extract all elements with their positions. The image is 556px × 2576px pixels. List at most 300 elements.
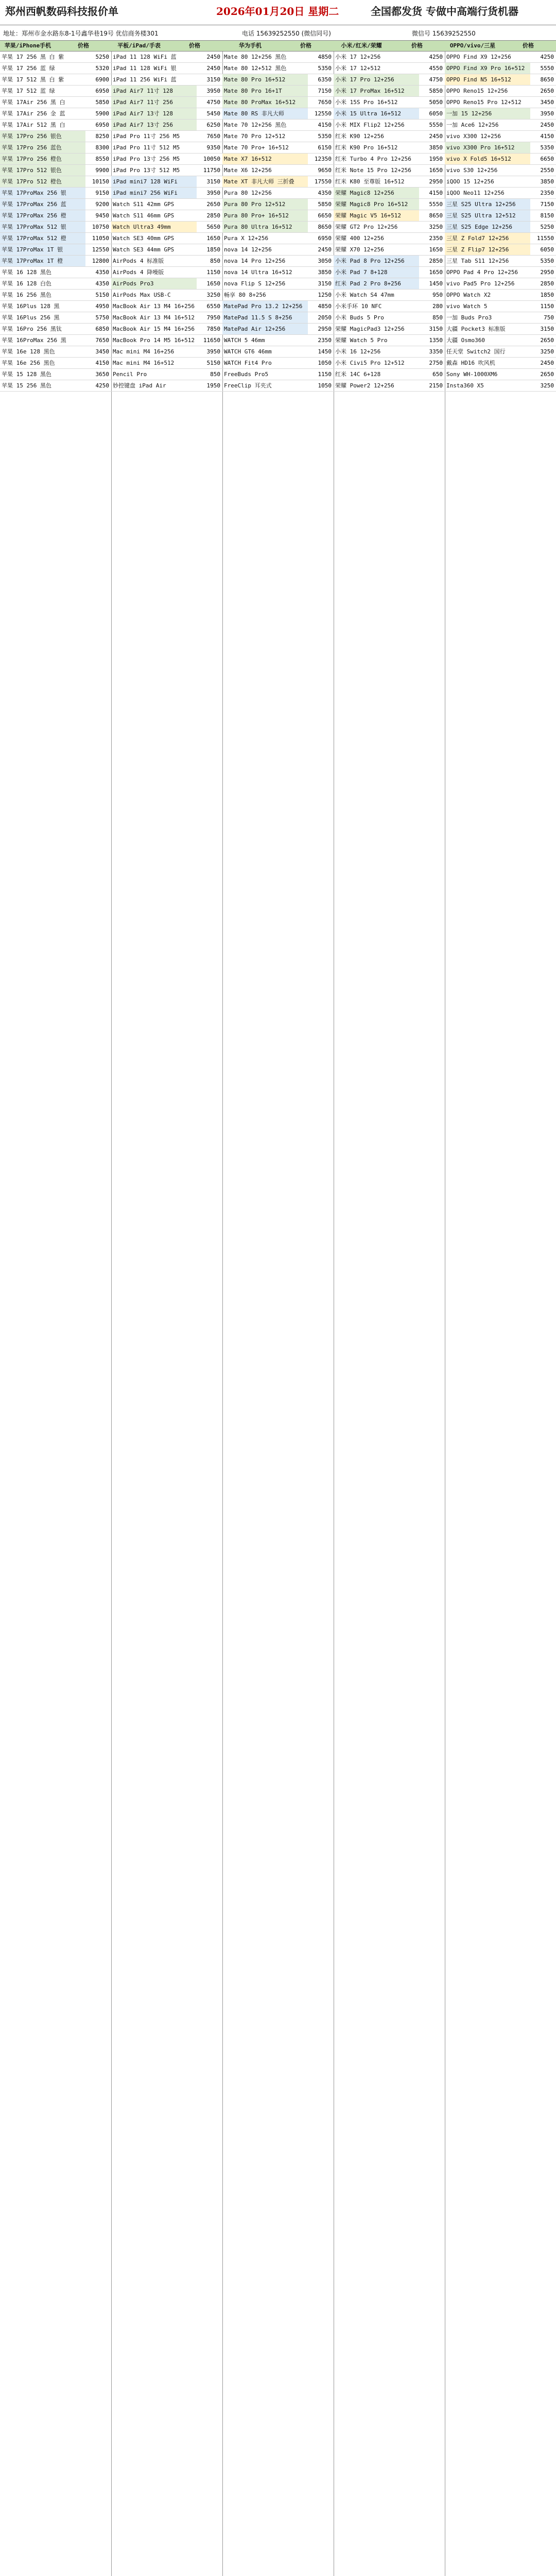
model-price: 2850: [429, 258, 443, 264]
price-row: [111, 108, 222, 120]
model-name: Pura 80 12+256: [224, 190, 272, 196]
price-row: [334, 120, 445, 131]
model-name: 一加 Buds Pro3: [446, 314, 492, 321]
model-name: 苹果 16Plus 256 黑: [2, 314, 60, 321]
model-name: 苹果 17Air 512 黑 白: [2, 122, 65, 128]
price-row: [445, 131, 556, 142]
model-name: Mate 70 Pro+ 16+512: [224, 144, 289, 151]
price-row: [334, 176, 445, 188]
model-name: vivo Watch 5: [446, 303, 488, 310]
price-row: [0, 369, 111, 380]
model-name: 荣耀 400 12+256: [335, 235, 384, 242]
price-row: [0, 380, 111, 392]
model-price: 7650: [206, 133, 220, 140]
model-price: 2150: [429, 382, 443, 389]
model-name: iPad 11 256 WiFi 蓝: [113, 76, 177, 83]
model-name: WATCH GT6 46mm: [224, 348, 272, 355]
model-name: 畅享 80 8+256: [224, 292, 266, 298]
model-price: 8150: [540, 212, 554, 219]
price-row: [222, 74, 334, 86]
model-price: 2050: [318, 314, 332, 321]
model-price: 2850: [206, 212, 220, 219]
model-price: 1650: [429, 246, 443, 253]
model-price: 3850: [540, 178, 554, 185]
price-row: [334, 74, 445, 86]
model-price: 3050: [318, 258, 332, 264]
model-price: 2350: [429, 235, 443, 242]
model-name: nova 14 Pro 12+256: [224, 258, 286, 264]
price-row: [445, 165, 556, 176]
model-price: 3250: [540, 348, 554, 355]
model-name: Mate X7 16+512: [222, 154, 308, 164]
price-row: [222, 131, 334, 142]
model-price: 6050: [429, 110, 443, 117]
model-name: 三星 S25 Edge 12+256: [445, 222, 530, 232]
model-price: 3450: [95, 348, 109, 355]
price-row: [111, 380, 222, 392]
price-row: [111, 290, 222, 301]
model-name: nova 14 12+256: [224, 246, 272, 253]
model-name: 小米 17 Pro 12+256: [334, 74, 419, 85]
model-name: MatePad Air 12+256: [222, 324, 308, 334]
price-row: [222, 222, 334, 233]
price-row: [334, 369, 445, 380]
model-name: 荣耀 X70 12+256: [335, 246, 384, 253]
model-name: 苹果 16e 128 黑色: [2, 348, 55, 355]
model-price: 3150: [429, 326, 443, 332]
price-row: [334, 199, 445, 210]
model-name: Pura 80 Ultra 16+512: [222, 222, 308, 232]
model-price: 3450: [540, 99, 554, 106]
price-row: [222, 267, 334, 278]
model-name: 红米 Turbo 4 Pro 12+256: [335, 156, 411, 162]
price-row: [0, 301, 111, 312]
model-name: vivo X300 Pro 16+512: [445, 142, 530, 153]
model-name: Watch SE3 44mm GPS: [113, 246, 175, 253]
model-price: 650: [432, 371, 443, 378]
model-price: 1650: [429, 269, 443, 276]
price-row: [334, 358, 445, 369]
model-name: OPPO Watch X2: [446, 292, 491, 298]
price-row: [445, 369, 556, 380]
model-name: 红米 K80 至尊版 16+512: [335, 178, 405, 185]
model-price: 3950: [206, 88, 220, 94]
price-row: [445, 142, 556, 154]
price-row: [445, 222, 556, 233]
model-price: 5150: [95, 292, 109, 298]
shop-wechat: 微信号 15639252550: [412, 30, 476, 37]
price-row: [111, 335, 222, 346]
price-row: [0, 256, 111, 267]
model-price: 8650: [318, 224, 332, 230]
model-name: Pura 80 Pro 12+512: [222, 199, 308, 210]
model-name: AirPods 4 标准版: [113, 258, 164, 264]
model-price: 6350: [318, 76, 332, 83]
model-price: 5750: [95, 314, 109, 321]
price-row: [222, 324, 334, 335]
model-name: 苹果 17Air 256 金 蓝: [2, 110, 65, 117]
column-header: [222, 41, 334, 52]
model-price: 6950: [318, 235, 332, 242]
model-price: 6650: [318, 212, 332, 219]
price-row: [0, 154, 111, 165]
model-name: OPPO Reno15 12+256: [446, 88, 508, 94]
price-row: [222, 176, 334, 188]
price-row: [445, 63, 556, 74]
price-row: [222, 63, 334, 74]
model-name: Mate X6 12+256: [224, 167, 272, 174]
model-name: 荣耀 Magic V5 16+512: [334, 210, 419, 221]
price-column: [445, 41, 556, 2576]
model-name: 苹果 17ProMax 256 蓝: [0, 199, 85, 210]
price-row: [111, 131, 222, 142]
price-row: [0, 199, 111, 210]
price-row: [111, 267, 222, 278]
model-price: 2950: [318, 326, 332, 332]
model-price: 10050: [203, 156, 220, 162]
model-name: 苹果 17 256 黑 白 紫: [2, 54, 64, 60]
model-price: 4350: [95, 280, 109, 287]
price-row: [334, 312, 445, 324]
model-name: 小米 Watch S4 47mm: [335, 292, 394, 298]
model-name: 苹果 16 128 黑色: [2, 269, 51, 276]
model-price: 8650: [540, 76, 554, 83]
price-row: [111, 199, 222, 210]
price-row: [111, 278, 222, 290]
model-name: 任天堂 Switch2 国行: [446, 348, 506, 355]
model-name: 妙控键盘 iPad Air: [113, 382, 166, 389]
model-name: 小米 15S Pro 16+512: [335, 99, 398, 106]
price-row: [334, 97, 445, 108]
price-row: [334, 301, 445, 312]
model-price: 9200: [95, 201, 109, 208]
sheet-title: 郑州西帆数码科技报价单: [5, 5, 118, 18]
price-row: [334, 380, 445, 392]
price-row: [111, 165, 222, 176]
model-name: AirPods 4 降噪版: [113, 269, 164, 276]
model-name: 苹果 17Pro 256 银色: [0, 131, 85, 142]
model-price: 2850: [540, 280, 554, 287]
model-price: 7150: [540, 201, 554, 208]
model-price: 17550: [314, 178, 332, 185]
price-row: [0, 312, 111, 324]
price-row: [222, 380, 334, 392]
model-price: 6900: [95, 76, 109, 83]
model-price: 2450: [318, 246, 332, 253]
model-price: 9350: [206, 144, 220, 151]
model-price: 4350: [95, 269, 109, 276]
model-name: iPad Air7 11寸 128: [111, 86, 197, 96]
model-name: Watch Ultra3 49mm: [111, 222, 197, 232]
model-price: 5550: [429, 201, 443, 208]
column-header-label: 价格: [523, 42, 534, 49]
price-row: [222, 188, 334, 199]
price-row: [445, 301, 556, 312]
model-price: 5350: [318, 65, 332, 72]
model-name: Watch SE3 40mm GPS: [113, 235, 175, 242]
model-price: 6950: [95, 122, 109, 128]
model-name: 苹果 16Pro 256 黑钛: [2, 326, 62, 332]
model-price: 5050: [429, 99, 443, 106]
price-row: [111, 142, 222, 154]
price-row: [222, 97, 334, 108]
price-column: [334, 41, 445, 2576]
price-row: [222, 233, 334, 244]
model-name: Mate 80 ProMax 16+512: [222, 97, 308, 108]
price-row: [0, 346, 111, 358]
model-name: OPPO Find N5 16+512: [445, 74, 530, 85]
model-price: 4850: [318, 303, 332, 310]
model-price: 11750: [203, 167, 220, 174]
model-name: AirPods Pro3: [111, 278, 197, 289]
model-price: 1150: [318, 371, 332, 378]
price-row: [445, 52, 556, 63]
model-price: 7650: [95, 337, 109, 344]
price-row: [445, 358, 556, 369]
model-name: 苹果 17ProMax 1T 银: [0, 244, 85, 255]
model-name: 苹果 17ProMax 1T 橙: [0, 256, 85, 266]
model-price: 1450: [429, 280, 443, 287]
model-name: 苹果 16 128 白色: [2, 280, 51, 287]
model-price: 850: [210, 371, 220, 378]
model-price: 2450: [540, 360, 554, 366]
model-price: 9650: [318, 167, 332, 174]
model-name: nova 14 Ultra 16+512: [224, 269, 292, 276]
model-price: 8650: [429, 212, 443, 219]
price-row: [445, 74, 556, 86]
price-row: [334, 244, 445, 256]
model-name: MacBook Pro 14 M5 16+512: [113, 337, 195, 344]
model-name: MatePad Pro 13.2 12+256: [222, 301, 308, 312]
column-header-label: OPPO/vivo/三星: [449, 42, 496, 49]
price-row: [111, 63, 222, 74]
model-name: 苹果 17 512 黑 白 紫: [2, 76, 64, 83]
model-price: 3150: [318, 280, 332, 287]
model-name: Insta360 X5: [446, 382, 484, 389]
model-price: 5350: [318, 133, 332, 140]
model-name: 苹果 17ProMax 512 橙: [0, 233, 85, 244]
price-row: [445, 256, 556, 267]
model-price: 8250: [95, 133, 109, 140]
model-price: 11550: [536, 235, 554, 242]
model-name: 小米 15 Ultra 16+512: [334, 108, 419, 119]
model-name: OPPO Find X9 Pro 16+512: [445, 63, 530, 74]
model-price: 6950: [95, 88, 109, 94]
price-row: [445, 210, 556, 222]
model-price: 1950: [206, 382, 220, 389]
model-name: Mac mini M4 16+512: [113, 360, 175, 366]
model-price: 6650: [540, 156, 554, 162]
model-price: 4250: [95, 382, 109, 389]
price-row: [0, 222, 111, 233]
model-price: 1050: [318, 382, 332, 389]
model-price: 3950: [540, 110, 554, 117]
price-row: [445, 188, 556, 199]
price-row: [222, 52, 334, 63]
model-price: 9900: [95, 167, 109, 174]
price-row: [0, 244, 111, 256]
price-row: [445, 86, 556, 97]
model-price: 1650: [206, 235, 220, 242]
model-price: 3950: [206, 190, 220, 196]
price-row: [222, 335, 334, 346]
model-name: Sony WH-1000XM6: [446, 371, 498, 378]
price-row: [334, 188, 445, 199]
model-name: iPad Pro 13寸 256 M5: [113, 156, 180, 162]
model-name: 苹果 17Pro 256 蓝色: [0, 142, 85, 153]
price-row: [0, 278, 111, 290]
column-header: [0, 41, 111, 52]
price-row: [222, 244, 334, 256]
model-price: 12350: [314, 156, 332, 162]
price-row: [222, 142, 334, 154]
model-price: 6150: [318, 144, 332, 151]
price-row: [334, 278, 445, 290]
model-name: 荣耀 Magic8 12+256: [334, 188, 419, 198]
price-row: [111, 233, 222, 244]
model-price: 5250: [95, 54, 109, 60]
model-name: 三星 Z Fold7 12+256: [445, 233, 530, 244]
model-name: Mac mini M4 16+256: [113, 348, 175, 355]
model-name: 荣耀 Power2 12+256: [335, 382, 394, 389]
price-row: [111, 358, 222, 369]
model-price: 3850: [318, 269, 332, 276]
column-header-label: 华为手机: [239, 42, 262, 49]
model-name: 苹果 17Pro 512 橙色: [0, 176, 85, 187]
price-row: [334, 233, 445, 244]
price-column: [111, 41, 223, 2576]
model-price: 5550: [429, 122, 443, 128]
model-price: 11650: [203, 337, 220, 344]
price-row: [445, 324, 556, 335]
model-name: iPad Pro 11寸 256 M5: [113, 133, 180, 140]
price-row: [222, 86, 334, 97]
model-price: 4250: [540, 54, 554, 60]
model-price: 12550: [92, 246, 109, 253]
model-price: 3650: [95, 371, 109, 378]
title-banner: [0, 0, 556, 25]
price-row: [445, 233, 556, 244]
model-name: 苹果 17Air 256 黑 白: [2, 99, 65, 106]
model-name: 荣耀 Magic8 Pro 16+512: [334, 199, 419, 210]
price-row: [111, 324, 222, 335]
model-price: 5350: [540, 144, 554, 151]
model-name: nova Flip S 12+256: [224, 280, 286, 287]
model-price: 1350: [429, 337, 443, 344]
model-price: 8550: [95, 156, 109, 162]
price-row: [111, 210, 222, 222]
model-name: 苹果 15 128 黑色: [2, 371, 51, 378]
price-row: [334, 165, 445, 176]
model-price: 7150: [318, 88, 332, 94]
model-name: 苹果 17 256 蓝 绿: [2, 65, 55, 72]
model-name: 小米 17 12+512: [335, 65, 381, 72]
model-name: iPad 11 128 WiFi 银: [113, 65, 177, 72]
model-price: 5250: [540, 224, 554, 230]
model-price: 2650: [540, 88, 554, 94]
model-price: 10150: [92, 178, 109, 185]
price-row: [445, 278, 556, 290]
model-price: 6050: [540, 246, 554, 253]
price-row: [334, 63, 445, 74]
model-price: 5850: [429, 88, 443, 94]
price-row: [222, 301, 334, 312]
column-header: [334, 41, 445, 52]
model-name: iPad Air7 13寸 128: [111, 108, 197, 119]
model-name: 小米 Pad 8 Pro 12+256: [334, 256, 419, 266]
column-header-label: 价格: [300, 42, 311, 49]
price-row: [334, 346, 445, 358]
model-price: 12800: [92, 258, 109, 264]
price-row: [445, 97, 556, 108]
model-name: Mate 80 Pro 16+512: [222, 74, 308, 85]
model-price: 1850: [206, 246, 220, 253]
model-name: MacBook Air 13 M4 16+512: [113, 314, 195, 321]
price-row: [222, 369, 334, 380]
model-name: Mate 80 12+512 黑色: [224, 65, 287, 72]
model-name: FreeClip 耳夹式: [224, 382, 272, 389]
price-row: [334, 267, 445, 278]
model-name: 小米 Buds 5 Pro: [335, 314, 384, 321]
model-name: 三星 S25 Ultra 12+512: [445, 210, 530, 221]
model-price: 2650: [540, 371, 554, 378]
price-row: [0, 97, 111, 108]
model-price: 1850: [540, 292, 554, 298]
model-price: 7950: [206, 314, 220, 321]
model-name: MacBook Air 13 M4 16+256: [113, 303, 195, 310]
model-price: 1650: [206, 280, 220, 287]
model-name: 三星 S25 Ultra 12+256: [445, 199, 530, 210]
model-price: 6550: [206, 303, 220, 310]
column-header-label: 小米/红米/荣耀: [341, 42, 382, 49]
model-name: iPad Pro 11寸 512 M5: [113, 144, 180, 151]
model-name: OPPO Pad 4 Pro 12+256: [446, 269, 518, 276]
model-name: iQOO Neo11 12+256: [446, 190, 505, 196]
model-name: 荣耀 GT2 Pro 12+256: [335, 224, 398, 230]
model-name: 荣耀 MagicPad3 12+256: [335, 326, 405, 332]
price-row: [0, 188, 111, 199]
price-row: [111, 176, 222, 188]
model-price: 4250: [429, 54, 443, 60]
price-row: [111, 120, 222, 131]
model-price: 4150: [318, 122, 332, 128]
model-price: 3150: [206, 76, 220, 83]
model-price: 4350: [318, 190, 332, 196]
model-name: Mate 70 12+256 黑色: [224, 122, 287, 128]
price-row: [445, 176, 556, 188]
model-name: 苹果 17Pro 256 橙色: [0, 154, 85, 164]
price-row: [334, 324, 445, 335]
model-name: 三星 Tab S11 12+256: [446, 258, 509, 264]
model-name: 大疆 Osmo360: [446, 337, 485, 344]
model-name: 苹果 17Pro 512 银色: [0, 165, 85, 176]
price-row: [0, 120, 111, 131]
model-price: 4150: [540, 133, 554, 140]
model-price: 5850: [95, 99, 109, 106]
column-header-label: 平板/iPad/手表: [117, 42, 161, 49]
price-row: [111, 86, 222, 97]
model-price: 850: [432, 314, 443, 321]
price-row: [334, 108, 445, 120]
model-price: 1650: [429, 167, 443, 174]
model-price: 7650: [318, 99, 332, 106]
price-row: [0, 358, 111, 369]
price-row: [445, 335, 556, 346]
model-price: 4750: [429, 76, 443, 83]
price-row: [222, 358, 334, 369]
model-price: 5900: [95, 110, 109, 117]
model-price: 10750: [92, 224, 109, 230]
